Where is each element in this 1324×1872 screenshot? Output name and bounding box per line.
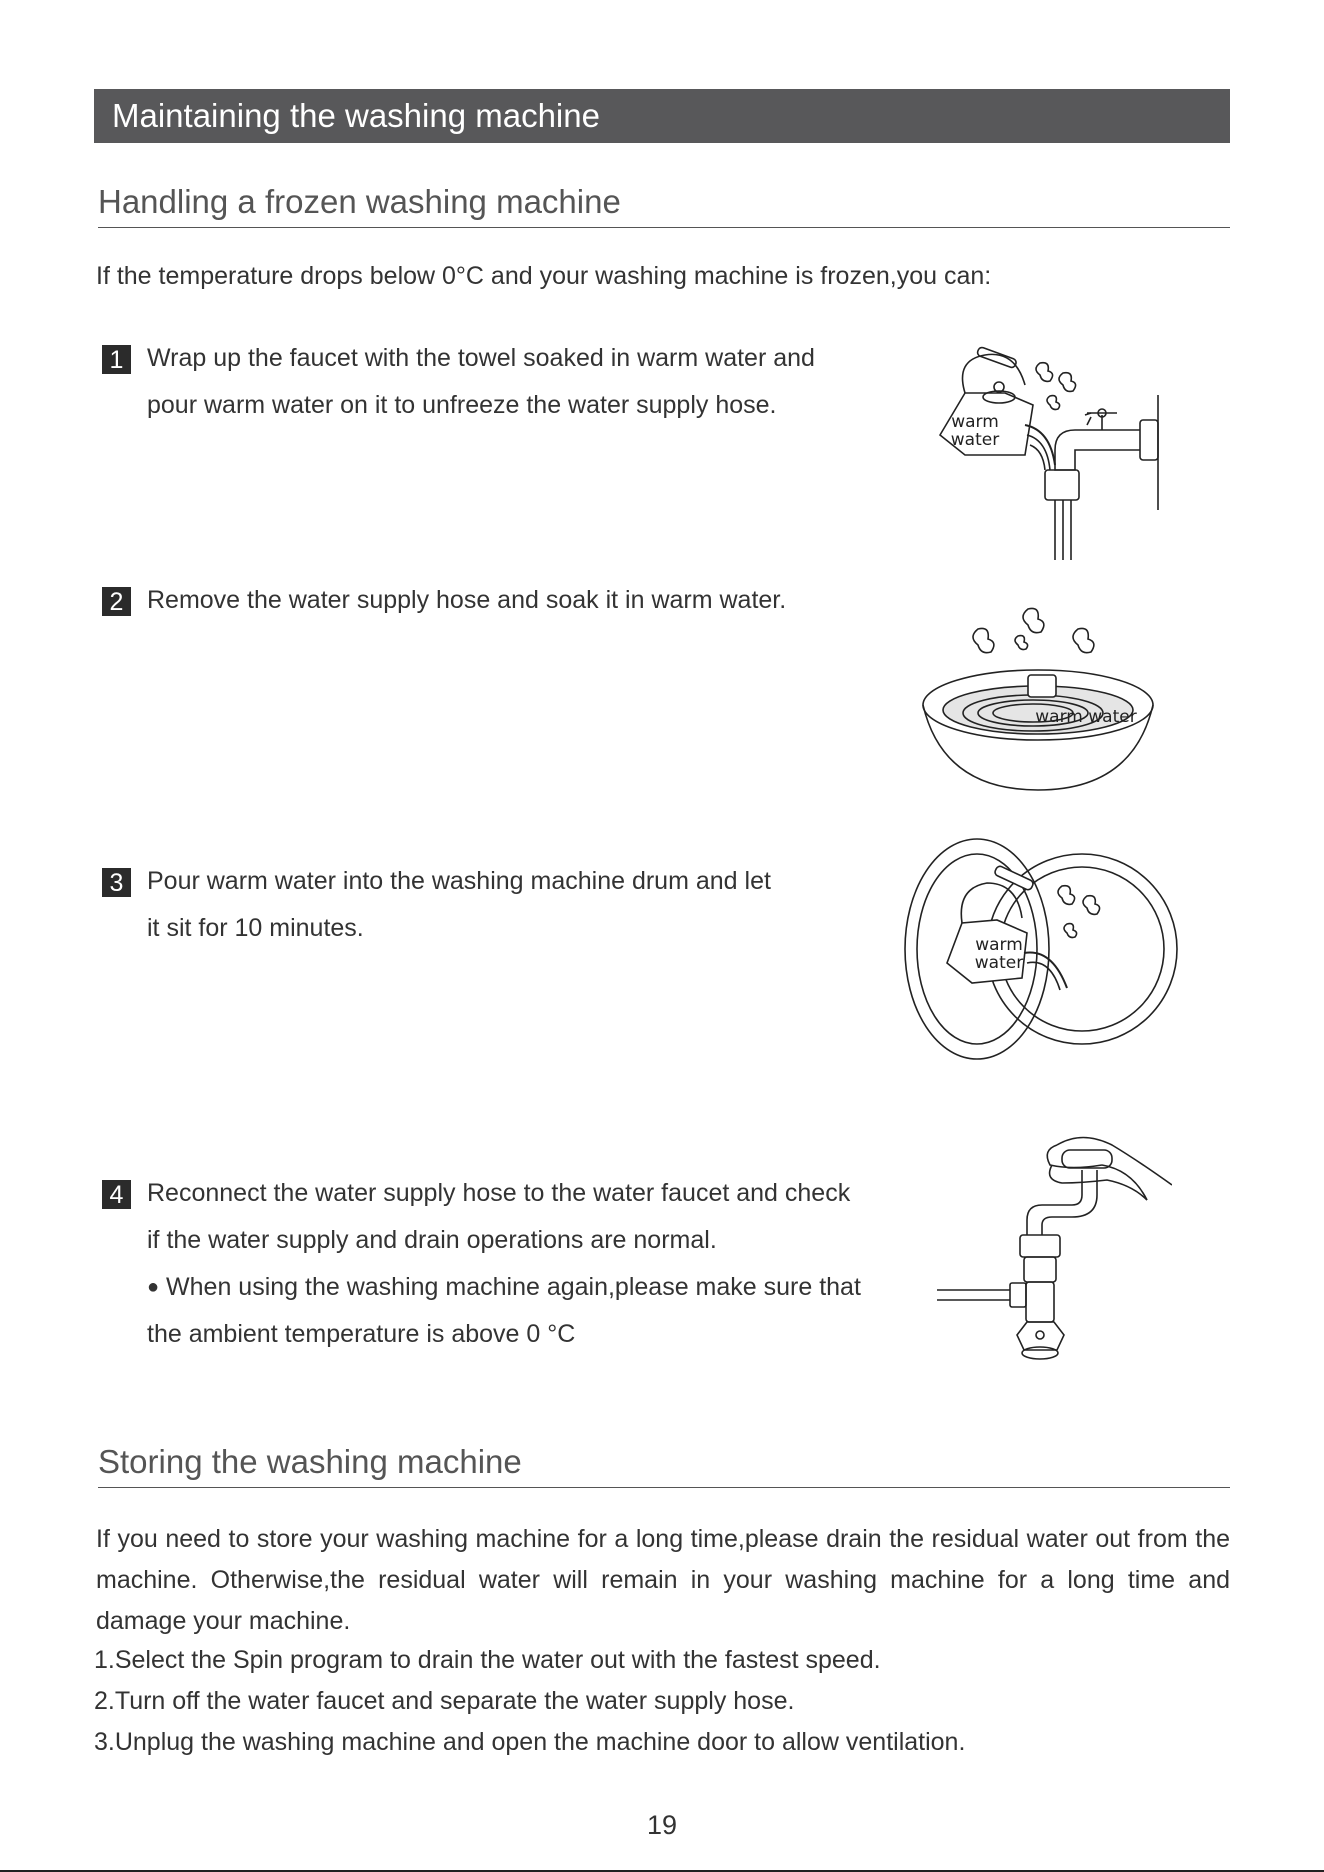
- step-1-number: 1: [102, 345, 131, 374]
- illus-2-label: warm water: [1035, 707, 1137, 727]
- step-1-line-1: Wrap up the faucet with the towel soaked in warm water and: [147, 344, 815, 372]
- step-4-number: 4: [102, 1180, 131, 1209]
- step-3-text: [147, 858, 771, 952]
- step-4-line-2: if the water supply and drain operations are normal.: [147, 1226, 717, 1254]
- step-3-line-2: it sit for 10 minutes.: [147, 914, 364, 942]
- step-4-note-line-2: the ambient temperature is above 0 °C: [147, 1320, 576, 1348]
- drum-kettle-illustration: [902, 838, 1182, 1060]
- step-4-note-line-1: When using the washing machine again,please make sure that: [166, 1273, 861, 1301]
- illus-1-label-line-1: warm: [951, 412, 999, 432]
- illus-3-label-line-1: warm: [975, 935, 1023, 955]
- step-2-number: 2: [102, 587, 131, 616]
- step-1-text: [147, 335, 815, 429]
- faucet-kettle-illustration: [915, 345, 1165, 560]
- frozen-heading: Handling a frozen washing machine: [98, 183, 1230, 228]
- section-title: Maintaining the washing machine: [94, 89, 1230, 143]
- step-2-text: [147, 577, 786, 624]
- step-3-line-1: Pour warm water into the washing machine drum and let: [147, 867, 771, 895]
- page-number: 19: [646, 1810, 678, 1840]
- step-4-text: [147, 1170, 861, 1358]
- storing-step-2: 2.Turn off the water faucet and separate the water supply hose.: [94, 1687, 795, 1715]
- illus-1-label-line-2: water: [950, 430, 1000, 450]
- step-3-number: 3: [102, 868, 131, 897]
- step-1-line-2: pour warm water on it to unfreeze the water supply hose.: [147, 391, 777, 419]
- frozen-intro: If the temperature drops below 0°C and your washing machine is frozen,you can:: [96, 262, 992, 290]
- step-4-note: ● When using the washing machine again,please make sure that: [147, 1273, 861, 1301]
- step-4-line-1: Reconnect the water supply hose to the water faucet and check: [147, 1179, 851, 1207]
- storing-step-3: 3.Unplug the washing machine and open the machine door to allow ventilation.: [94, 1728, 966, 1756]
- storing-heading: Storing the washing machine: [98, 1443, 1230, 1488]
- basin-hose-illustration: [918, 605, 1158, 795]
- storing-step-1: 1.Select the Spin program to drain the water out with the fastest speed.: [94, 1646, 881, 1674]
- faucet-hand-illustration: [932, 1125, 1172, 1360]
- illus-3-label-line-2: water: [974, 953, 1024, 973]
- storing-paragraph: If you need to store your washing machine for a long time,please drain the residual water out from the machine. Otherwise,the residual water will remain in your washing machine for a long time and damage your machine.: [96, 1525, 1230, 1635]
- step-2-line-1: Remove the water supply hose and soak it in warm water.: [147, 586, 787, 614]
